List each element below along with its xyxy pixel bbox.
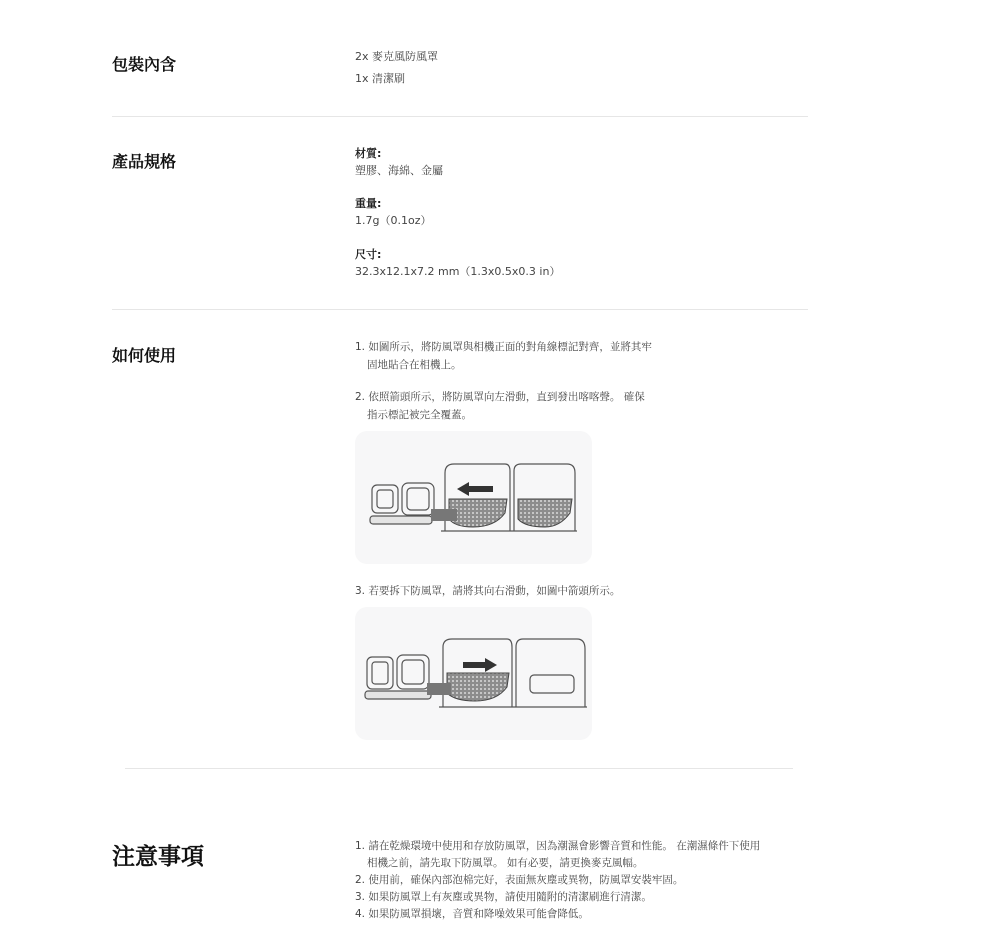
step-2-line-2: 指示標記被完全覆蓋。 (367, 409, 472, 421)
usage-title: 如何使用 (112, 346, 177, 365)
step-1-line-1: 1. 如圖所示，將防風罩與相機正面的對角線標記對齊，並將其牢 (355, 341, 652, 353)
usage-step-1 (355, 338, 695, 374)
note-2: 2. 使用前，確保內部泡棉完好，表面無灰塵或異物，防風罩安裝牢固。 (355, 874, 684, 886)
usage-step-3 (355, 582, 695, 600)
slide-left-diagram (355, 431, 592, 564)
material-label: 材質: (355, 147, 382, 160)
note-4: 4. 如果防風罩損壞，音質和降噪效果可能會降低。 (355, 908, 589, 920)
install-illustration (355, 431, 592, 564)
size-value: 32.3x12.1x7.2 mm（1.3x0.5x0.3 in） (355, 265, 561, 278)
material-value: 塑膠、海綿、金屬 (355, 164, 443, 177)
specs-title: 產品規格 (112, 152, 177, 171)
package-item-windscreen: 2x 麥克風防風罩 (355, 50, 439, 63)
step-2-line-1: 2. 依照箭頭所示，將防風罩向左滑動，直到發出喀喀聲。 確保 (355, 391, 645, 403)
usage-step-2 (355, 388, 695, 424)
step-1-line-2: 固地貼合在相機上。 (367, 359, 462, 371)
weight-label: 重量: (355, 197, 382, 210)
note-1-line-2: 相機之前，請先取下防風罩。 如有必要，請更換麥克風幅。 (367, 857, 644, 869)
package-item-brush: 1x 清潔刷 (355, 72, 406, 85)
weight-value: 1.7g（0.1oz） (355, 214, 432, 227)
slide-right-diagram (355, 607, 592, 740)
divider (112, 309, 808, 310)
divider (125, 768, 793, 769)
divider (112, 116, 808, 117)
notes-list (355, 838, 805, 923)
step-3-line: 3. 若要拆下防風罩，請將其向右滑動，如圖中箭頭所示。 (355, 585, 621, 597)
package-title: 包裝內含 (112, 55, 177, 74)
note-1-line-1: 1. 請在乾燥環境中使用和存放防風罩，因為潮濕會影響音質和性能。 在潮濕條件下使用 (355, 840, 761, 852)
notes-title: 注意事項 (112, 844, 204, 870)
size-label: 尺寸: (355, 248, 382, 261)
remove-illustration (355, 607, 592, 740)
note-3: 3. 如果防風罩上有灰塵或異物，請使用隨附的清潔刷進行清潔。 (355, 891, 652, 903)
